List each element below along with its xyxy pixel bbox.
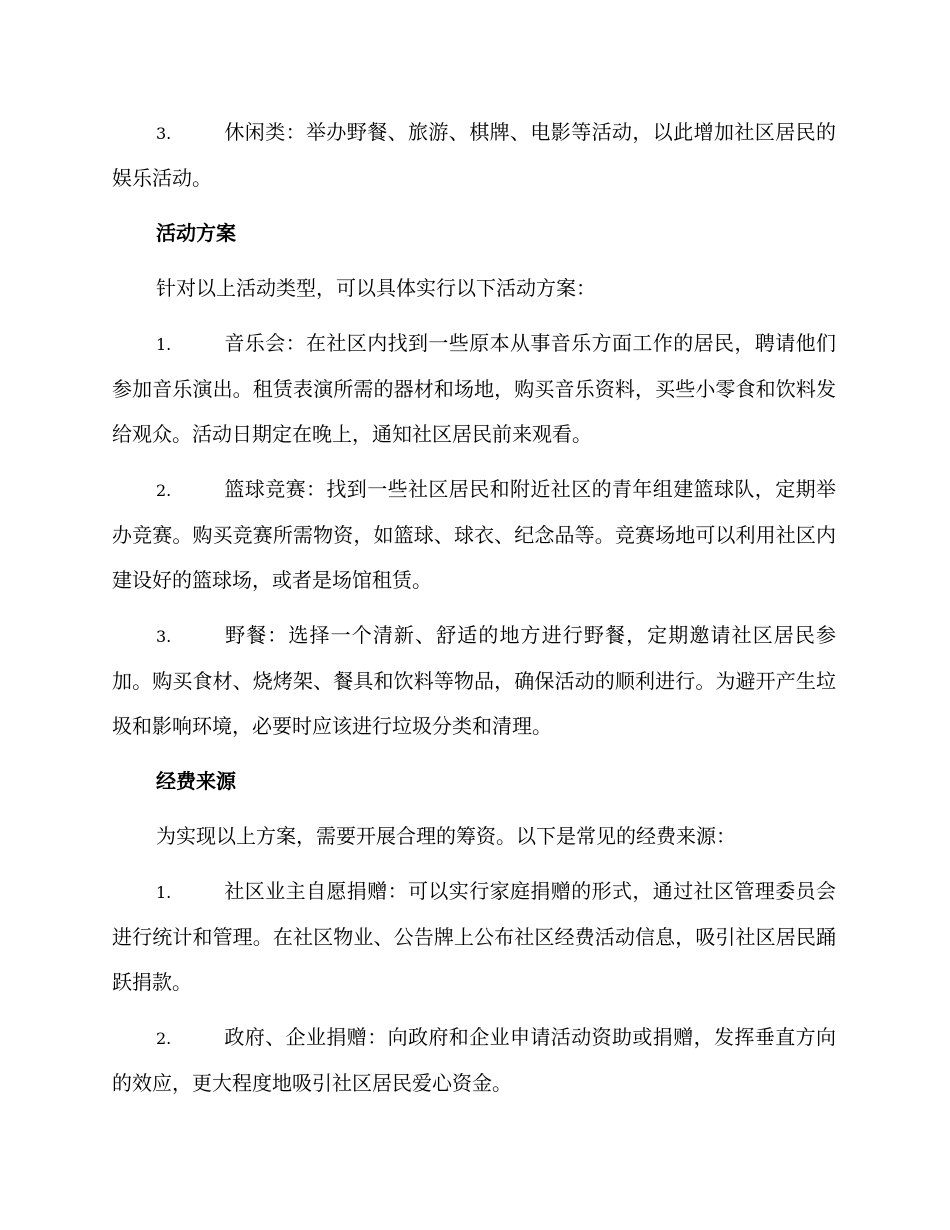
list-item bbox=[112, 1015, 836, 1106]
list-number: 3. bbox=[156, 124, 172, 143]
section-heading: 活动方案 bbox=[156, 221, 236, 245]
document-body bbox=[112, 110, 836, 1116]
list-number: 2. bbox=[156, 481, 172, 500]
list-text: 休闲类：举办野餐、旅游、棋牌、电影等活动，以此增加社区居民的娱乐活动。 bbox=[112, 120, 836, 190]
paragraph: 针对以上活动类型，可以具体实行以下活动方案： bbox=[156, 276, 596, 300]
list-item bbox=[112, 321, 836, 457]
list-number: 1. bbox=[156, 883, 172, 902]
list-number: 1. bbox=[156, 335, 172, 354]
list-item bbox=[112, 869, 836, 1005]
list-item bbox=[112, 110, 836, 201]
paragraph: 为实现以上方案，需要开展合理的筹资。以下是常见的经费来源： bbox=[156, 824, 736, 848]
list-text: 政府、企业捐赠：向政府和企业申请活动资助或捐赠，发挥垂直方向的效应，更大程度地吸引社区居民爱心资金。 bbox=[112, 1025, 836, 1095]
list-number: 2. bbox=[156, 1029, 172, 1048]
list-number: 3. bbox=[156, 627, 172, 646]
list-item bbox=[112, 613, 836, 749]
list-text: 篮球竞赛：找到一些社区居民和附近社区的青年组建篮球队，定期举办竞赛。购买竞赛所需物资，如篮球、球衣、纪念品等。竞赛场地可以利用社区内建设好的篮球场，或者是场馆租赁。 bbox=[112, 477, 836, 592]
section-heading: 经费来源 bbox=[156, 769, 236, 793]
list-item bbox=[112, 467, 836, 603]
list-text: 社区业主自愿捐赠：可以实行家庭捐赠的形式，通过社区管理委员会进行统计和管理。在社区物业、公告牌上公布社区经费活动信息，吸引社区居民踊跃捐款。 bbox=[112, 879, 836, 994]
list-text: 野餐：选择一个清新、舒适的地方进行野餐，定期邀请社区居民参加。购买食材、烧烤架、餐具和饮料等物品，确保活动的顺利进行。为避开产生垃圾和影响环境，必要时应该进行垃圾分类和清理。 bbox=[112, 623, 836, 738]
list-text: 音乐会：在社区内找到一些原本从事音乐方面工作的居民，聘请他们参加音乐演出。租赁表演所需的器材和场地，购买音乐资料，买些小零食和饮料发给观众。活动日期定在晚上，通知社区居民前来观看。 bbox=[112, 331, 836, 446]
